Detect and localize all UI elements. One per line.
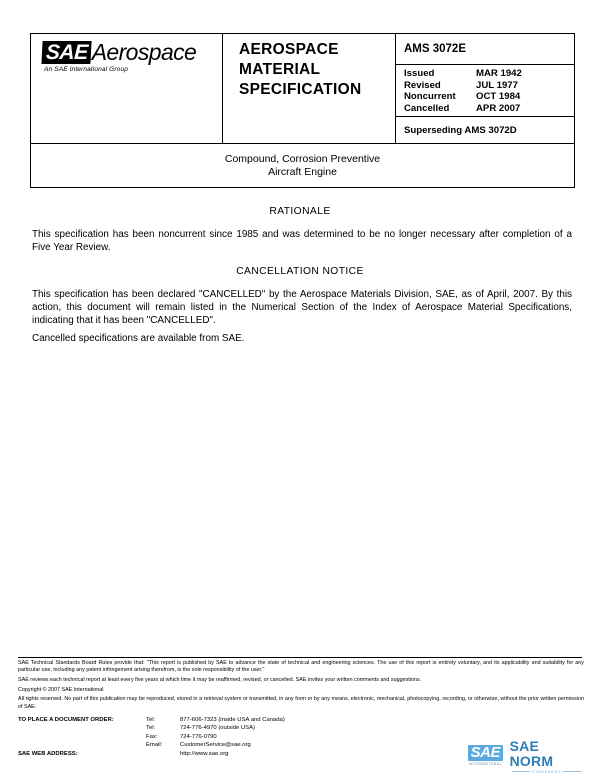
date-value-revised: JUL 1977 [476, 79, 518, 91]
contact-type-tel-2: Tel: [146, 725, 156, 732]
footer-legal-2: SAE reviews each technical report at least every five years at which time it may be reaffirmed, revised, or cancelled. SAE invites your written comments and suggestions. [18, 676, 422, 683]
sae-norm-text [510, 739, 584, 774]
footer-legal [18, 660, 584, 714]
sae-norm-title: SAE NORM [509, 737, 554, 769]
header-title-cell [223, 34, 396, 143]
title-line-2: MATERIAL [239, 61, 321, 78]
contact-row-web [18, 750, 448, 758]
section-heading-cancellation: CANCELLATION NOTICE [236, 266, 364, 277]
section-body-cancellation: This specification has been declared "CANCELLED" by the Aerospace Materials Division, SAE, as of April, 2007. By this action, this document will remain listed in the Numerical Section of the Index of Aerospace Material Specifications, indicating that it has been "CANCELLED". [32, 289, 572, 327]
date-label-revised: Revised [404, 79, 441, 91]
subtitle-box [30, 144, 575, 188]
footer-divider [18, 657, 582, 658]
date-label-noncurrent: Noncurrent [404, 91, 456, 103]
contact-value-email[interactable]: CustomerService@sae.org [180, 742, 251, 749]
date-row-revised [404, 80, 574, 92]
sae-logo-tagline: An SAE International Group [44, 66, 128, 73]
header-logo-cell [31, 34, 223, 143]
footer-contact-block [18, 716, 448, 758]
contact-value-tel-2: 724-776-4970 (outside USA) [180, 725, 255, 732]
norm-rule-left [512, 771, 531, 772]
header-table [30, 33, 575, 144]
header-meta-cell [396, 34, 574, 143]
title-line-1: AEROSPACE [239, 41, 339, 58]
date-value-cancelled: APR 2007 [476, 102, 521, 114]
footer-rights: All rights reserved. No part of this publication may be reproduced, stored in a retrieval system or transmitted, in any form or by any means, electronic, mechanical, photocopying, recording, or otherwise, without the prior written permission of SAE. [18, 696, 584, 710]
date-label-cancelled: Cancelled [404, 102, 450, 114]
date-row-issued [404, 68, 574, 80]
section-body-availability: Cancelled specifications are available from SAE. [32, 333, 245, 344]
sae-logo-mark [42, 41, 222, 64]
footer-copyright: Copyright © 2007 SAE International [18, 686, 104, 693]
sae-norm-subtitle-wrap [510, 770, 584, 774]
sae-norm-wordmark: SAE [468, 745, 503, 761]
superseding-note: Superseding AMS 3072D [404, 124, 517, 136]
date-value-issued: MAR 1942 [476, 68, 522, 79]
date-value-noncurrent: OCT 1984 [476, 91, 521, 103]
section-body-rationale: This specification has been noncurrent since 1985 and was determined to be no longer necessary after completion of a Five Year Review. [32, 229, 572, 254]
date-table [396, 65, 574, 117]
sae-wordmark-icon: SAE [41, 41, 91, 64]
date-row-cancelled [404, 103, 574, 115]
sae-aerospace-logo [42, 41, 222, 73]
date-label-issued: Issued [404, 68, 435, 79]
aerospace-wordmark: Aerospace [91, 39, 197, 65]
norm-rule-right [563, 771, 582, 772]
sae-norm-mark-icon [466, 745, 505, 767]
sae-norm-logo [466, 737, 584, 774]
web-value[interactable]: http://www.sae.org [180, 750, 229, 757]
contact-row-tel-1 [18, 716, 448, 724]
contact-row-fax [18, 733, 448, 741]
contact-type-fax: Fax: [146, 733, 158, 740]
web-label: SAE WEB ADDRESS: [18, 750, 78, 757]
spec-number: AMS 3072E [396, 34, 574, 65]
order-label: TO PLACE A DOCUMENT ORDER: [18, 717, 114, 723]
contact-type-email: Email: [146, 742, 163, 749]
contact-value-fax: 724-776-0790 [180, 733, 217, 740]
sae-norm-international-label: INTERNATIONAL [468, 762, 502, 766]
footer-legal-1: SAE Technical Standards Board Rules provide that: "This report is published by SAE to advance the state of technical and engineering sciences. The use of this report is entirely voluntary, and its applicability and suitability for any particular use, including any patent infringement arising therefrom, is the sole responsibility of the user." [18, 660, 584, 674]
sae-norm-subtitle: STANDARDS [532, 769, 562, 774]
date-row-noncurrent [404, 91, 574, 103]
subtitle-line-1: Compound, Corrosion Preventive [224, 152, 381, 165]
contact-row-tel-2 [18, 724, 448, 732]
title-line-3: SPECIFICATION [239, 81, 362, 98]
section-heading-rationale: RATIONALE [269, 206, 331, 217]
contact-row-email [18, 741, 448, 749]
contact-value-tel-1: 877-606-7323 (inside USA and Canada) [180, 717, 285, 723]
contact-type-tel-1: Tel: [146, 717, 156, 723]
subtitle-line-2: Aircraft Engine [268, 165, 337, 178]
